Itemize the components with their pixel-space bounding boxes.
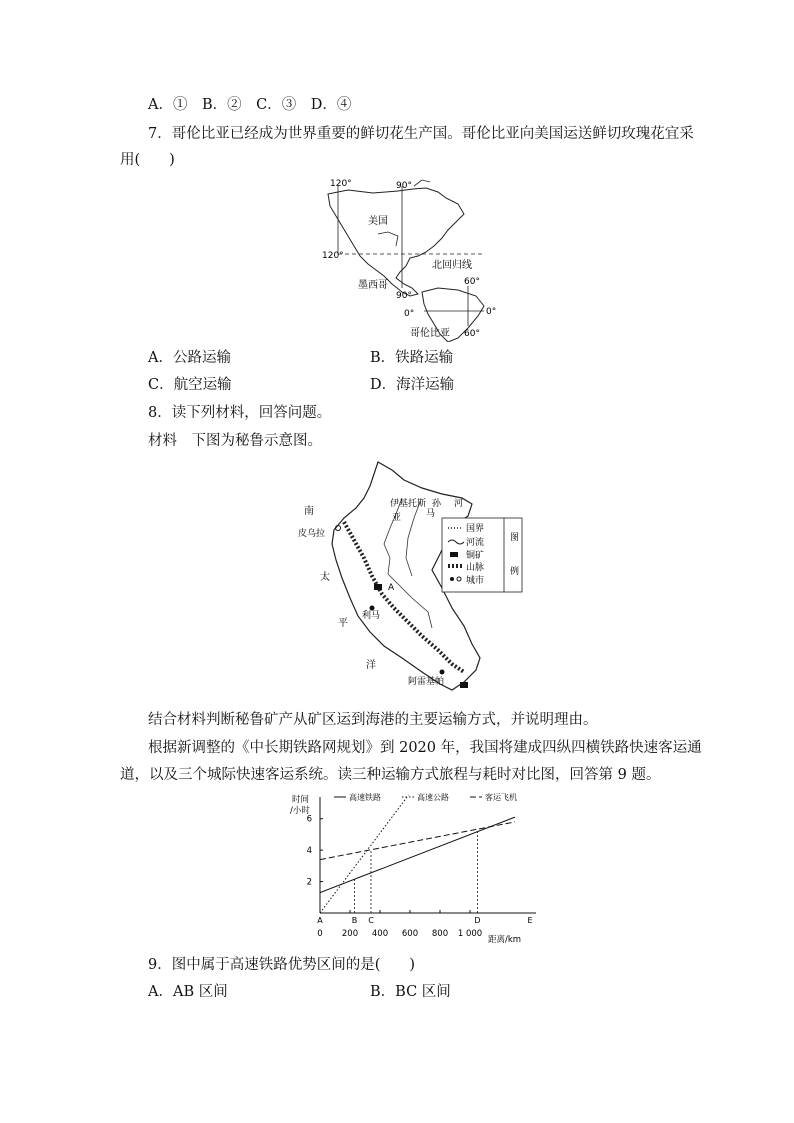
peru-legend-item-2: 铜矿 bbox=[466, 551, 485, 561]
peru-legend-title-2: 例 bbox=[510, 567, 520, 577]
peru-point-a: A bbox=[388, 583, 395, 593]
transport-time-chart bbox=[284, 788, 554, 948]
peru-river-char: 河 bbox=[454, 499, 464, 509]
peru-arequipa: 阿雷基帕 bbox=[408, 677, 445, 687]
q8-material: 材料 下图为秘鲁示意图。 bbox=[148, 433, 322, 449]
chart-y-tick-label: 6 bbox=[306, 814, 312, 825]
map-label-usa: 美国 bbox=[368, 216, 388, 227]
q7-option-b: B．铁路运输 bbox=[370, 350, 454, 366]
chart-y-tick-label: 4 bbox=[306, 846, 312, 857]
peru-iquitos-3: 马 bbox=[426, 509, 436, 519]
q7-stem-line1: 7．哥伦比亚已经成为世界重要的鲜切花生产国。哥伦比亚向美国运送鲜切玫瑰花宜采 bbox=[148, 126, 694, 142]
q9-option-a: A．AB 区间 bbox=[148, 984, 228, 1000]
q7-option-c: C．航空运输 bbox=[148, 377, 232, 393]
chart-point-label: A bbox=[317, 916, 323, 925]
intro-line2: 道，以及三个城际快速客运系统。读三种运输方式旅程与耗时对比图，回答第 9 题。 bbox=[120, 767, 661, 783]
intro-line1: 根据新调整的《中长期铁路网规划》到 2020 年，我国将建成四纵四横铁路快速客运通 bbox=[148, 740, 702, 756]
chart-point-label: D bbox=[474, 916, 481, 925]
chart-ylabel-2: /小时 bbox=[290, 806, 310, 816]
map-label-60-bottom: 60° bbox=[464, 329, 480, 339]
chart-point-label: C bbox=[368, 916, 374, 925]
map-label-0-right: 0° bbox=[486, 307, 497, 317]
chart-point-label: B bbox=[351, 916, 358, 925]
peru-legend-item-0: 国界 bbox=[466, 524, 485, 534]
map-label-tropic: 北回归线 bbox=[432, 260, 472, 271]
map-label-mexico: 墨西哥 bbox=[358, 280, 388, 291]
chart-series-line bbox=[320, 822, 515, 860]
q6-options: A．① B．② C．③ D．④ bbox=[148, 97, 352, 113]
peru-iquitos-2: 亚 bbox=[392, 513, 402, 523]
map-label-colombia: 哥伦比亚 bbox=[410, 328, 450, 339]
peru-ocean-4: 洋 bbox=[366, 660, 376, 671]
peru-piura: 皮乌拉 bbox=[298, 529, 326, 539]
chart-point-label: E bbox=[527, 916, 533, 925]
map-label-90-top: 90° bbox=[396, 181, 412, 191]
chart-xlabel: 距离/km bbox=[488, 935, 522, 945]
peru-legend-title-1: 图 bbox=[510, 533, 520, 543]
peru-iquitos-1: 伊基托斯 bbox=[390, 499, 427, 509]
q9-option-b: B．BC 区间 bbox=[370, 984, 451, 1000]
americas-map bbox=[318, 176, 498, 342]
chart-series-line bbox=[320, 817, 515, 893]
chart-x-tick-label: 1 000 bbox=[457, 929, 483, 939]
chart-legend-label: 高速公路 bbox=[417, 793, 449, 802]
chart-y-tick-label: 2 bbox=[306, 877, 312, 888]
peru-ocean-3: 平 bbox=[338, 618, 348, 629]
map-label-60-right: 60° bbox=[464, 277, 480, 287]
peru-lima: 利马 bbox=[362, 611, 381, 621]
chart-series-line bbox=[320, 795, 409, 913]
q7-option-d: D．海洋运输 bbox=[370, 377, 455, 393]
chart-x-tick-label: 0 bbox=[317, 929, 323, 939]
peru-iquitos-4: 孙 bbox=[432, 499, 442, 509]
q9-stem: 9．图中属于高速铁路优势区间的是( ) bbox=[148, 957, 416, 973]
peru-ocean-1: 南 bbox=[304, 506, 314, 517]
q8-stem: 8．读下列材料，回答问题。 bbox=[148, 405, 332, 421]
q7-option-a: A．公路运输 bbox=[148, 350, 231, 366]
peru-ocean-2: 太 bbox=[320, 572, 330, 583]
map-label-120-left: 120° bbox=[322, 251, 344, 261]
map-label-120-top: 120° bbox=[330, 179, 352, 189]
chart-legend-label: 高速铁路 bbox=[349, 793, 381, 802]
chart-ylabel-1: 时间 bbox=[292, 795, 310, 805]
peru-legend-item-1: 河流 bbox=[466, 538, 485, 548]
chart-x-tick-label: 600 bbox=[401, 929, 419, 939]
q7-stem-line2: 用( ) bbox=[120, 152, 175, 168]
peru-legend-item-4: 城市 bbox=[466, 576, 485, 586]
q8-question: 结合材料判断秘鲁矿产从矿区运到海港的主要运输方式，并说明理由。 bbox=[148, 712, 598, 728]
chart-x-tick-label: 800 bbox=[431, 929, 449, 939]
chart-x-tick-label: 400 bbox=[371, 929, 389, 939]
chart-legend-label: 客运飞机 bbox=[485, 793, 517, 802]
peru-map bbox=[292, 458, 532, 698]
chart-x-tick-label: 200 bbox=[341, 929, 359, 939]
map-label-90-bottom: 90° bbox=[396, 291, 412, 301]
peru-legend-item-3: 山脉 bbox=[466, 563, 485, 573]
map-label-0-left: 0° bbox=[404, 309, 415, 319]
